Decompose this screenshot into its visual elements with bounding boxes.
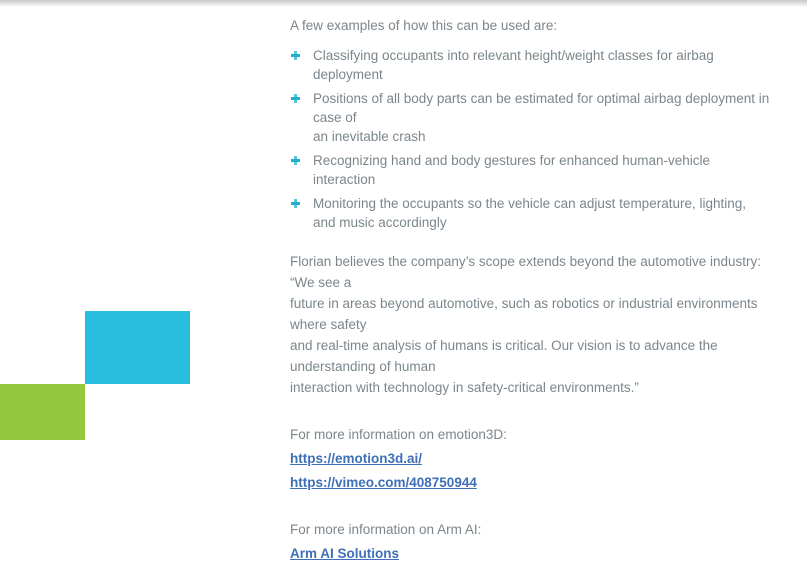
emotion3d-section-heading: For more information on emotion3D:: [290, 427, 507, 442]
list-item-text: Monitoring the occupants so the vehicle can adjust temperature, lighting, and music accordingly: [313, 196, 747, 230]
top-edge-shadow: [0, 0, 807, 7]
arm-section-heading: For more information on Arm AI:: [290, 522, 482, 537]
quote-paragraph: Florian believes the company’s scope extends beyond the automotive industry: “We see a future in areas beyond automotive, such as robotics or industrial environments where safety and real-time analysis of humans is critical. Our vision is to advance the understanding of human interaction with technology in safety-critical environments.”: [290, 254, 762, 395]
list-item: [290, 46, 770, 84]
arm-ai-solutions-link[interactable]: Arm AI Solutions: [290, 546, 400, 561]
list-item-text: Classifying occupants into relevant height/weight classes for airbag deployment: [313, 48, 714, 82]
examples-list: [290, 46, 770, 232]
list-item: [290, 89, 770, 146]
emotion3d-website-link[interactable]: https://emotion3d.ai/: [290, 451, 423, 466]
list-item-text: Positions of all body parts can be estimated for optimal airbag deployment in case of an inevitable crash: [313, 91, 770, 144]
plus-bullet-icon: [291, 51, 300, 60]
article-body: [290, 16, 770, 563]
decorative-green-square: [0, 384, 85, 440]
plus-bullet-icon: [291, 94, 300, 103]
intro-text: A few examples of how this can be used are:: [290, 18, 558, 33]
decorative-cyan-square: [85, 311, 190, 384]
vimeo-video-link[interactable]: https://vimeo.com/408750944: [290, 475, 477, 490]
list-item: [290, 194, 770, 232]
list-item: [290, 151, 770, 189]
list-item-text: Recognizing hand and body gestures for enhanced human-vehicle interaction: [313, 153, 711, 187]
plus-bullet-icon: [291, 199, 300, 208]
plus-bullet-icon: [291, 156, 300, 165]
